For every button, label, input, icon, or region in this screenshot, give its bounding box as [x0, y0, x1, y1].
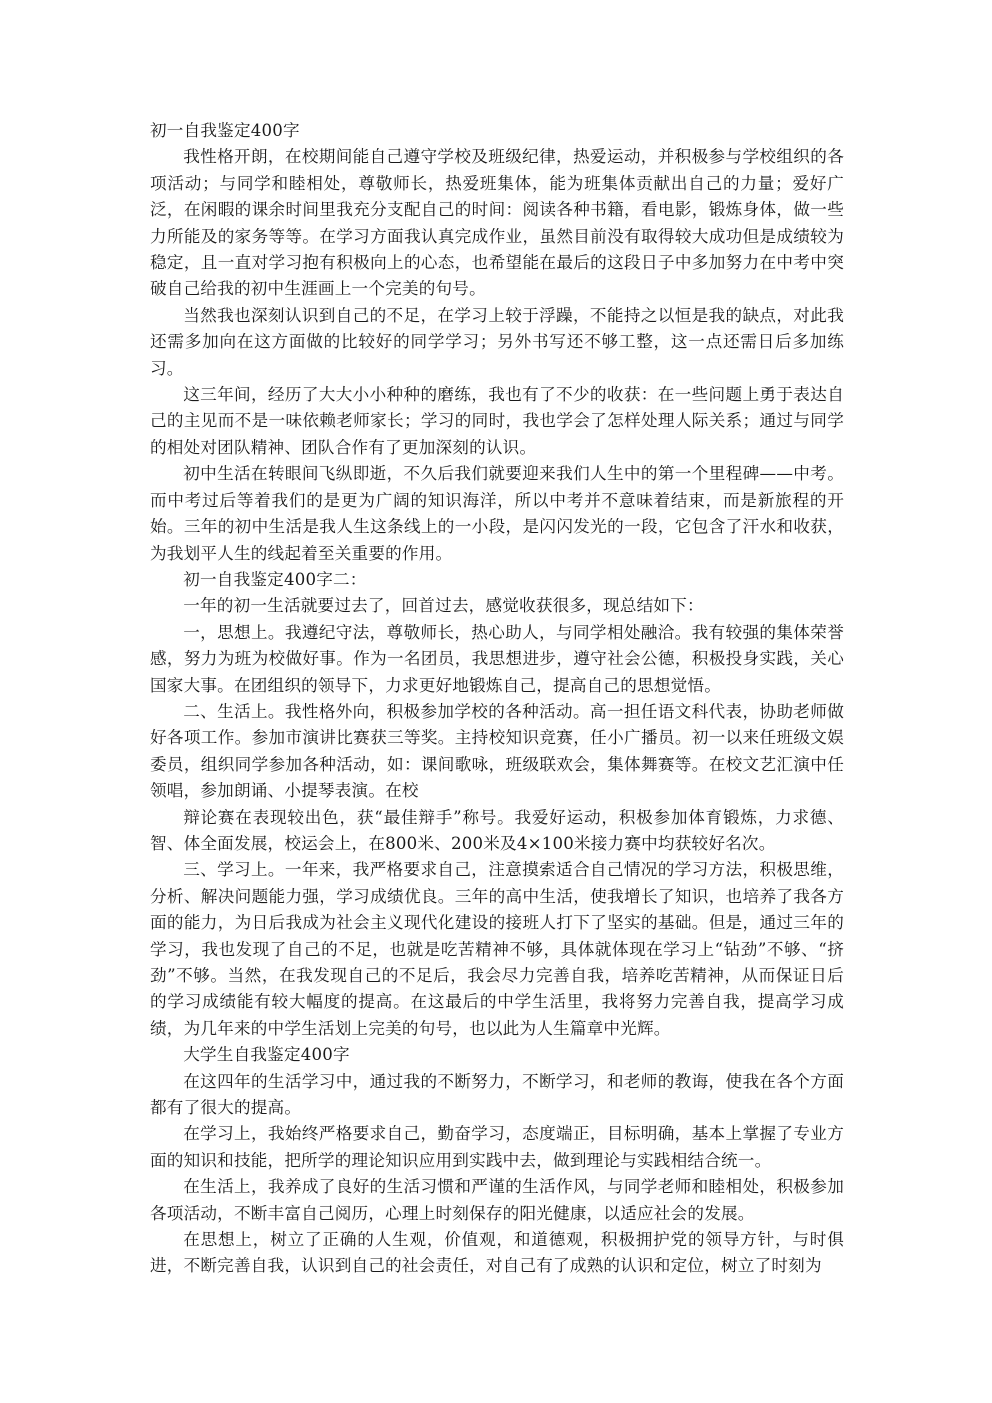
- paragraph: 一年的初一生活就要过去了，回首过去，感觉收获很多，现总结如下：: [183, 596, 704, 616]
- paragraph: 我性格开朗，在校期间能自己遵守学校及班级纪律，热爱运动，并积极参与学校组织的各项活动；与同学和睦相处，尊敬师长，热爱班集体，能为班集体贡献出自己的力量；爱好广泛，在闲暇的课余时间里我充分支配自己的时间：阅读各种书籍，看电影，锻炼身体，做一些力所能及的家务等等。在学习方面我认真完成作业，虽然目前没有取得较大成功但是成绩较为稳定，且一直对学习抱有积极向上的心态，也希望能在最后的这段日子中多加努力在中考中突破自己给我的初中生涯画上一个完美的句号。: [150, 147, 844, 299]
- paragraph: 在学习上，我始终严格要求自己，勤奋学习，态度端正，目标明确，基本上掌握了专业方面的知识和技能，把所学的理论知识应用到实践中去，做到理论与实践相结合统一。: [150, 1124, 844, 1170]
- paragraph: 辩论赛在表现较出色，获“最佳辩手”称号。我爱好运动，积极参加体育锻炼，力求德、智、体全面发展，校运会上，在800米、200米及4×100米接力赛中均获较好名次。: [150, 807, 844, 853]
- section-heading: 大学生自我鉴定400字: [183, 1045, 350, 1065]
- document-title: 初一自我鉴定400字: [150, 121, 300, 140]
- document-page: [150, 118, 844, 1280]
- paragraph: 在思想上，树立了正确的人生观，价值观，和道德观，积极拥护党的领导方针，与时俱进，不断完善自我，认识到自己的社会责任，对自己有了成熟的认识和定位，树立了时刻为: [150, 1230, 844, 1276]
- section-heading: 初一自我鉴定400字二：: [183, 569, 367, 589]
- paragraph: 这三年间，经历了大大小小种种的磨练，我也有了不少的收获：在一些问题上勇于表达自己的主见而不是一味依赖老师家长；学习的同时，我也学会了怎样处理人际关系；通过与同学的相处对团队精神、团队合作有了更加深刻的认识。: [150, 385, 844, 457]
- paragraph: 二、生活上。我性格外向，积极参加学校的各种活动。高一担任语文科代表，协助老师做好各项工作。参加市演讲比赛获三等奖。主持校知识竞赛，任小广播员。初一以来任班级文娱委员，组织同学参加各种活动，如：课间歌咏，班级联欢会，集体舞赛等。在校文艺汇演中任领唱，参加朗诵、小提琴表演。在校: [150, 701, 844, 801]
- paragraph: 当然我也深刻认识到自己的不足，在学习上较于浮躁，不能持之以恒是我的缺点，对此我还需多加向在这方面做的比较好的同学学习；另外书写还不够工整，这一点还需日后多加练习。: [150, 305, 844, 378]
- paragraph: 初中生活在转眼间飞纵即逝，不久后我们就要迎来我们人生中的第一个里程碑——中考。而中考过后等着我们的是更为广阔的知识海洋，所以中考并不意味着结束，而是新旅程的开始。三年的初中生活是我人生这条线上的一小段，是闪闪发光的一段，它包含了汗水和收获，为我划平人生的线起着至关重要的作用。: [150, 464, 844, 563]
- paragraph: 在这四年的生活学习中，通过我的不断努力，不断学习，和老师的教诲，使我在各个方面都有了很大的提高。: [150, 1071, 844, 1118]
- paragraph: 三、学习上。一年来，我严格要求自己，注意摸索适合自己情况的学习方法，积极思维，分析、解决问题能力强，学习成绩优良。三年的高中生活，使我增长了知识，也培养了我各方面的能力，为日后我成为社会主义现代化建设的接班人打下了坚实的基础。但是，通过三年的学习，我也发现了自己的不足，也就是吃苦精神不够，具体就体现在学习上“钻劲”不够、“挤劲”不够。当然，在我发现自己的不足后，我会尽力完善自我，培养吃苦精神，从而保证日后的学习成绩能有较大幅度的提高。在这最后的中学生活里，我将努力完善自我，提高学习成绩，为几年来的中学生活划上完美的句号，也以此为人生篇章中光辉。: [150, 860, 844, 1038]
- paragraph: 一，思想上。我遵纪守法，尊敬师长，热心助人，与同学相处融洽。我有较强的集体荣誉感，努力为班为校做好事。作为一名团员，我思想进步，遵守社会公德，积极投身实践，关心国家大事。在团组织的领导下，力求更好地锻炼自己，提高自己的思想觉悟。: [150, 622, 844, 695]
- paragraph: 在生活上，我养成了良好的生活习惯和严谨的生活作风，与同学老师和睦相处，积极参加各项活动，不断丰富自己阅历，心理上时刻保存的阳光健康，以适应社会的发展。: [150, 1177, 844, 1223]
